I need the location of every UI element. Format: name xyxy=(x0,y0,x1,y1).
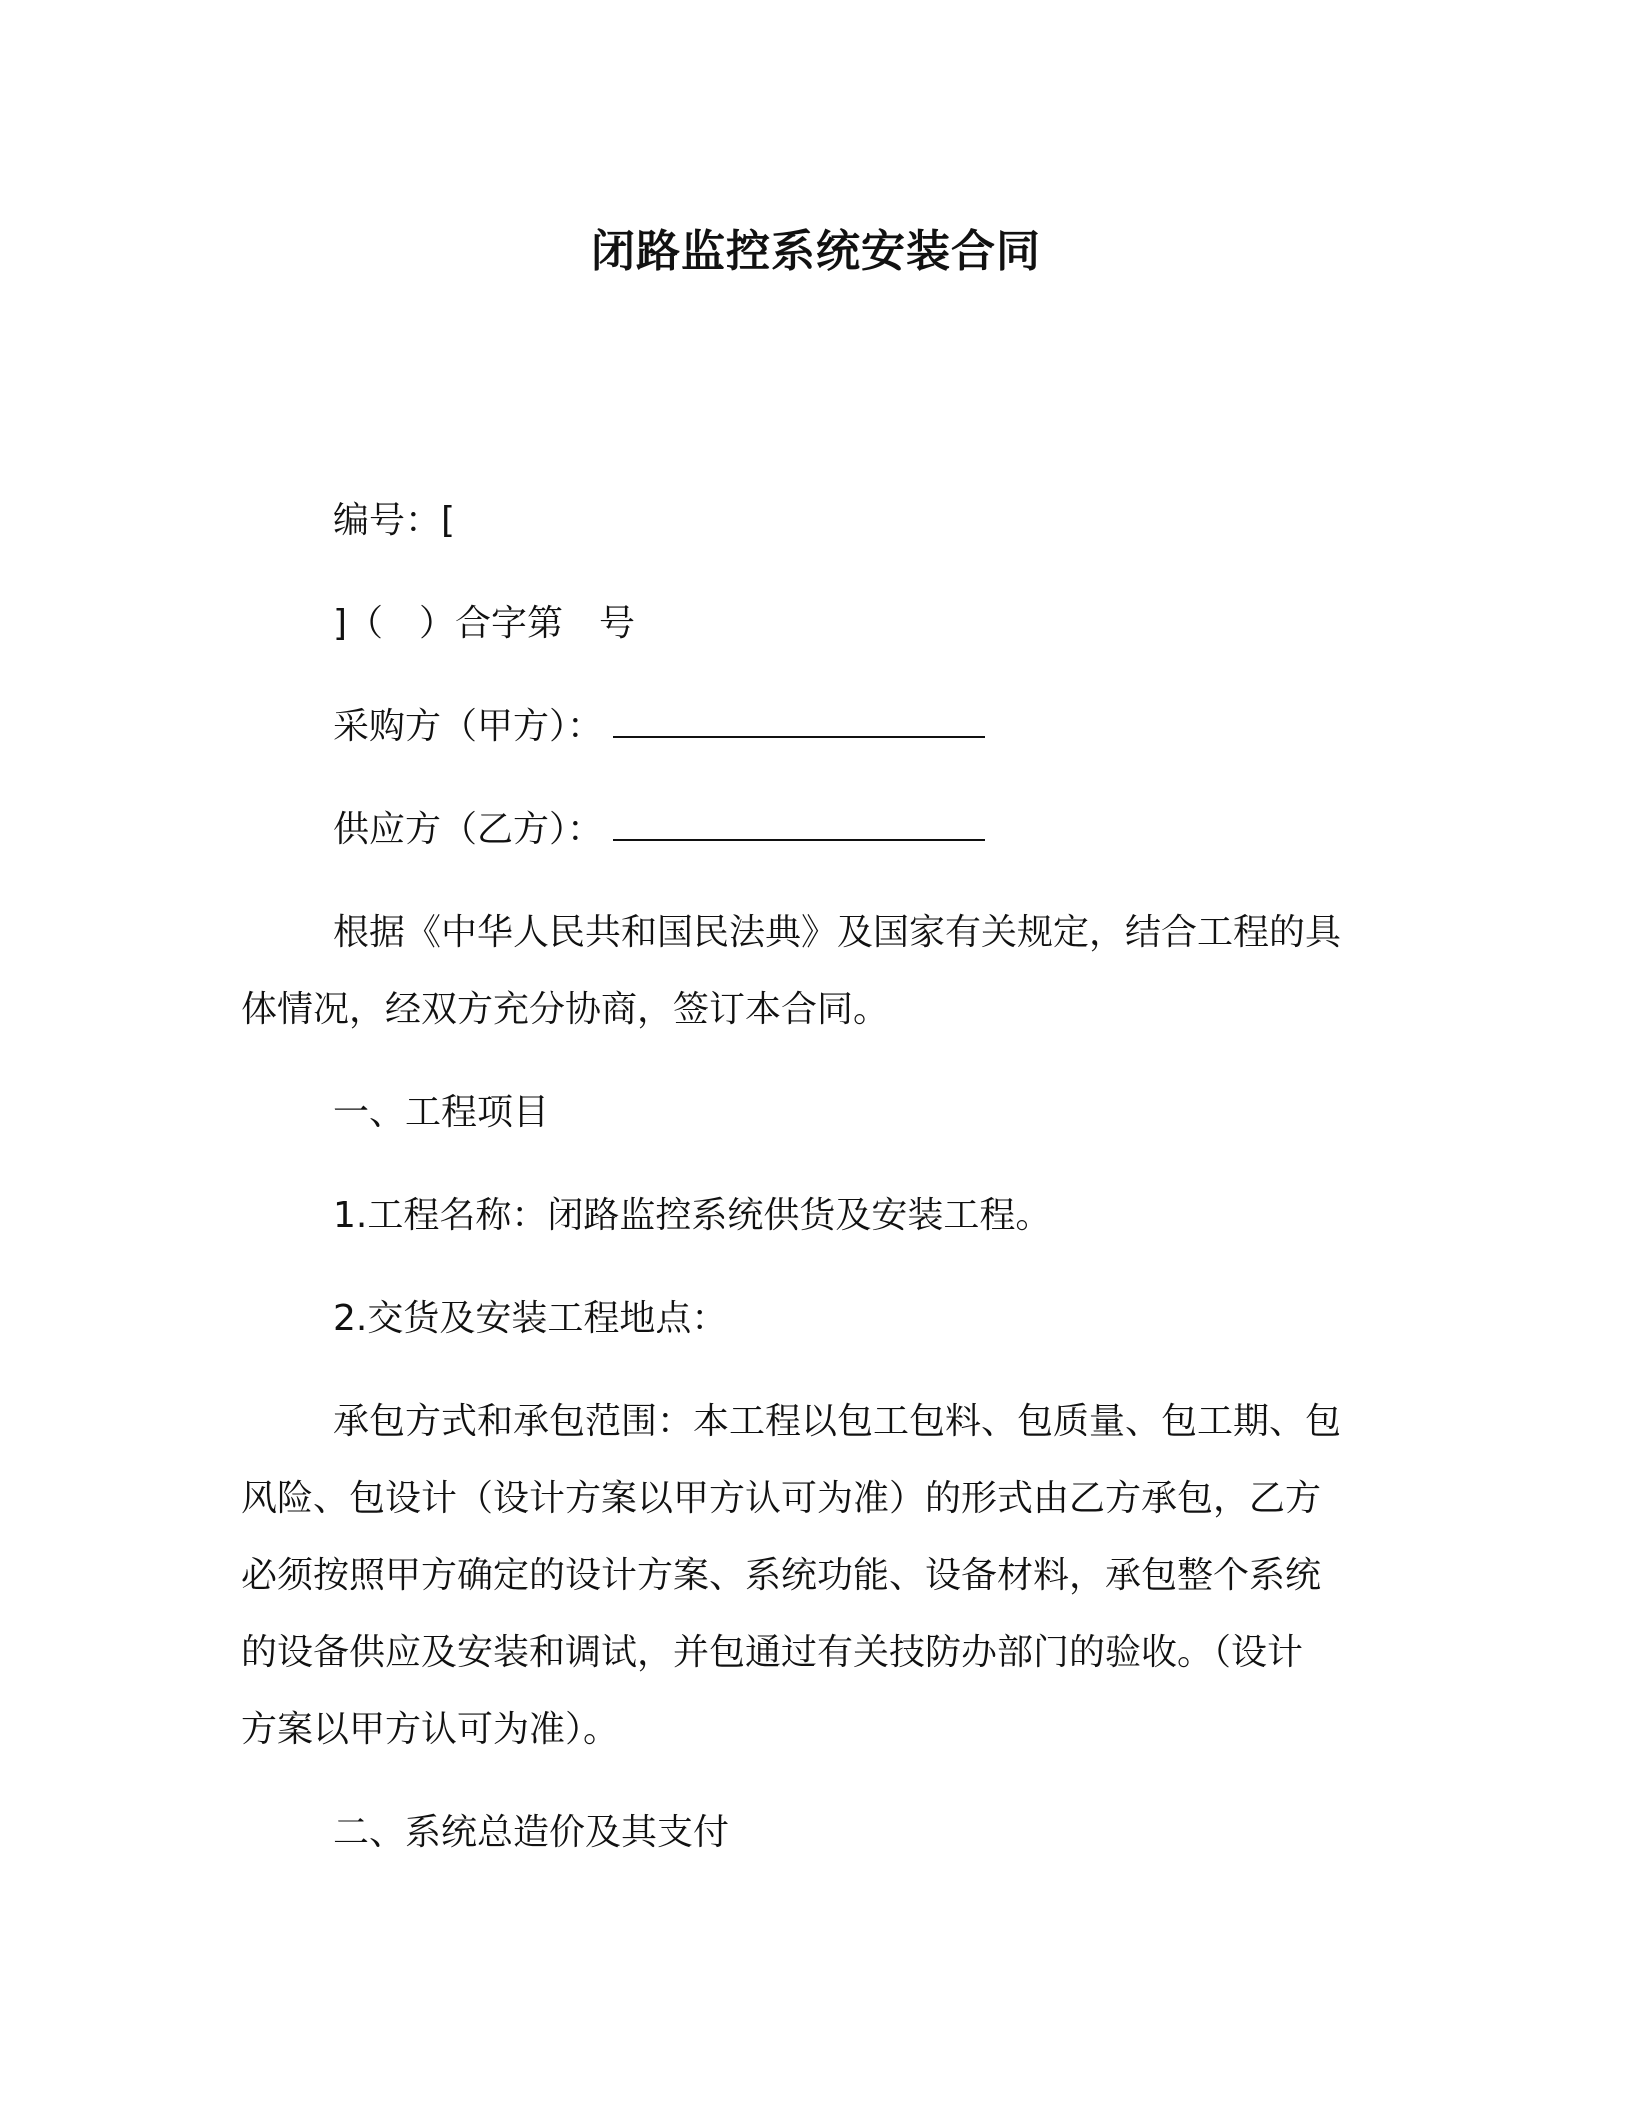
item-2-location: 2.交货及安装工程地点： xyxy=(333,1298,728,1339)
party-a-line xyxy=(333,703,985,751)
document-title: 闭路监控系统安装合同 xyxy=(591,226,1041,277)
section-2-heading: 二、系统总造价及其支付 xyxy=(333,1812,730,1853)
party-a-label: 采购方（甲方）： xyxy=(333,706,604,747)
scope-line-5: 方案以甲方认可为准）。 xyxy=(241,1709,620,1750)
scope-line-3: 必须按照甲方确定的设计方案、系统功能、设备材料，承包整个系统 xyxy=(241,1555,1322,1596)
scope-line-4: 的设备供应及安装和调试，并包通过有关技防办部门的验收。（设计 xyxy=(241,1632,1304,1673)
preamble-line-1: 根据《中华人民共和国民法典》及国家有关规定，结合工程的具 xyxy=(333,912,1342,953)
item-1-project-name: 1.工程名称：闭路监控系统供货及安装工程。 xyxy=(333,1195,1052,1236)
preamble-line-2: 体情况，经双方充分协商，签订本合同。 xyxy=(241,989,890,1030)
party-a-blank xyxy=(613,706,985,738)
scope-line-1: 承包方式和承包范围：本工程以包工包料、包质量、包工期、包 xyxy=(333,1401,1342,1442)
party-b-label: 供应方（乙方）： xyxy=(333,809,604,850)
party-b-blank xyxy=(613,809,985,841)
contract-number-line-1: 编号：[ xyxy=(333,500,456,541)
scope-line-2: 风险、包设计（设计方案以甲方认可为准）的形式由乙方承包，乙方 xyxy=(241,1478,1322,1519)
section-1-heading: 一、工程项目 xyxy=(333,1092,550,1133)
contract-number-line-2: ]（ ）合字第 号 xyxy=(333,603,636,644)
party-b-line xyxy=(333,806,985,854)
